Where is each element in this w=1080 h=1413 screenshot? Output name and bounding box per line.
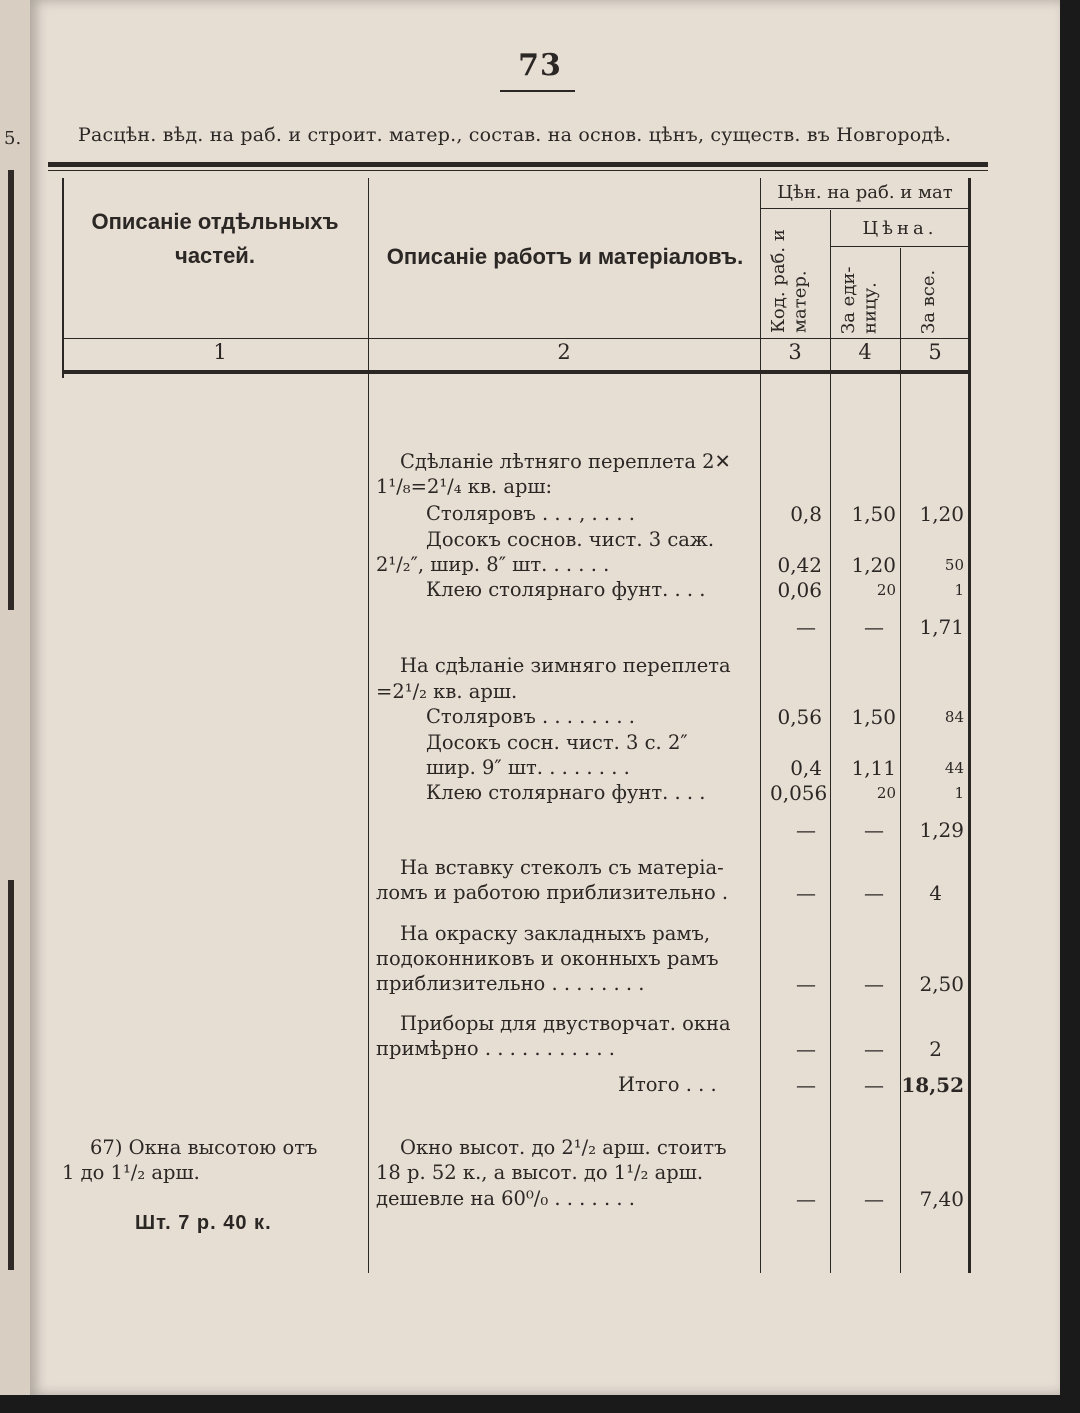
total-price: 2,50 <box>919 972 964 996</box>
title-rule-thin <box>48 170 988 171</box>
header-col5: За все. <box>918 269 939 334</box>
unit-price: — <box>864 1187 884 1211</box>
subtotal-price: 1,29 <box>919 818 964 842</box>
unit-price: — <box>864 1073 884 1097</box>
unit-price: 1,11 <box>851 756 896 780</box>
qty-value: — <box>796 615 816 639</box>
part-price: Шт. 7 р. 40 к. <box>135 1212 272 1234</box>
unit-price: 20 <box>876 784 896 802</box>
column-number-4: 4 <box>858 340 872 364</box>
row-text: =2¹/₂ кв. арш. <box>376 680 518 703</box>
total-price: 7,40 <box>919 1187 964 1211</box>
unit-price: — <box>864 818 884 842</box>
header-price-group: Цѣна. <box>862 218 938 239</box>
row-text: Клею столярнаго фунт. . . . <box>426 578 706 601</box>
itogo-label: Итого . . . <box>618 1073 717 1096</box>
row-text: Столяровъ . . . , . . . . <box>426 502 635 525</box>
qty-value: — <box>796 881 816 905</box>
qty-value: 0,56 <box>777 705 822 729</box>
part-title: 67) Окна высотою отъ <box>90 1136 318 1159</box>
column-number-2: 2 <box>557 340 571 364</box>
total-price: 50 <box>944 556 964 574</box>
unit-price: 20 <box>876 581 896 599</box>
running-title: Расцѣн. вѣд. на раб. и строит. матер., состав. на основ. цѣнъ, существ. въ Новгородѣ. <box>78 124 952 146</box>
table-left-border <box>62 178 64 378</box>
unit-price: 1,50 <box>851 705 896 729</box>
qty-value: — <box>796 1037 816 1061</box>
previous-page-edge <box>0 0 33 1395</box>
row-text: подоконниковъ и оконныхъ рамъ <box>376 947 719 970</box>
qty-value: 0,4 <box>790 756 822 780</box>
book-page <box>30 0 1060 1395</box>
unit-price: — <box>864 972 884 996</box>
itogo-total: 18,52 <box>901 1073 964 1097</box>
row-text: Столяровъ . . . . . . . . <box>426 705 635 728</box>
qty-value: — <box>796 818 816 842</box>
qty-value: 0,06 <box>777 578 822 602</box>
total-price: 2 <box>929 1037 942 1061</box>
column-number-3: 3 <box>788 340 802 364</box>
header-col1: Описаніе отдѣльныхъ частей. <box>91 209 339 269</box>
qty-value: — <box>796 972 816 996</box>
qty-value: 0,8 <box>790 502 822 526</box>
col-divider-1 <box>368 178 369 1273</box>
page-number: 73 <box>518 48 562 83</box>
numbers-row-rule <box>62 338 970 339</box>
col-divider-3 <box>830 210 831 1273</box>
unit-price: — <box>864 615 884 639</box>
qty-value: 0,056 <box>770 781 828 805</box>
margin-mark: 5. <box>4 128 22 149</box>
unit-price: — <box>864 1037 884 1061</box>
total-price: 44 <box>944 759 964 777</box>
price-group-rule <box>830 246 968 247</box>
header-col3: Код. раб. и матер. <box>768 229 811 333</box>
total-price: 84 <box>944 708 964 726</box>
row-text: Приборы для двустворчат. окна <box>400 1012 731 1035</box>
row-text: Досокъ сосн. чист. 3 с. 2″ <box>426 731 688 754</box>
unit-price: — <box>864 881 884 905</box>
total-price: 1,20 <box>919 502 964 526</box>
page-number-rule <box>500 90 575 92</box>
row-text: На окраску закладныхъ рамъ, <box>400 922 711 945</box>
part-title: 1 до 1¹/₂ арш. <box>62 1161 200 1184</box>
row-text: Сдѣланіе лѣтняго переплета 2✕ <box>400 450 731 473</box>
header-group: Цѣн. на раб. и мат <box>777 182 953 203</box>
row-text: 1¹/₈=2¹/₄ кв. арш: <box>376 475 553 498</box>
column-number-1: 1 <box>213 340 227 364</box>
margin-bar-top <box>8 170 14 610</box>
total-price: 4 <box>929 881 942 905</box>
row-text: приблизительно . . . . . . . . <box>376 972 645 995</box>
row-text: Окно высот. до 2¹/₂ арш. стоитъ <box>400 1136 727 1159</box>
row-text: Досокъ соснов. чист. 3 саж. <box>426 528 715 551</box>
column-number-5: 5 <box>928 340 942 364</box>
title-rule-thick <box>48 162 988 167</box>
unit-price: 1,50 <box>851 502 896 526</box>
unit-price: 1,20 <box>851 553 896 577</box>
subtotal-price: 1,71 <box>919 615 964 639</box>
row-text: 2¹/₂″, шир. 8″ шт. . . . . . <box>376 553 610 576</box>
group-rule <box>760 208 968 209</box>
row-text: На вставку стеколъ съ матеріа- <box>400 856 724 879</box>
row-text: ломъ и работою приблизительно . <box>376 881 729 904</box>
row-text: шир. 9″ шт. . . . . . . . <box>426 756 630 779</box>
table-right-border <box>968 178 971 1273</box>
qty-value: 0,42 <box>777 553 822 577</box>
header-col2: Описаніе работъ и матеріаловъ. <box>386 244 744 269</box>
qty-value: — <box>796 1073 816 1097</box>
total-price: 1 <box>954 581 964 599</box>
header-col4: За еди- ницу. <box>838 266 881 334</box>
col-divider-4 <box>900 248 901 1273</box>
row-text: 18 р. 52 к., а высот. до 1¹/₂ арш. <box>376 1161 704 1184</box>
row-text: дешевле на 60⁰/₀ . . . . . . . <box>376 1187 635 1210</box>
total-price: 1 <box>954 784 964 802</box>
row-text: примѣрно . . . . . . . . . . . <box>376 1037 615 1060</box>
row-text: Клею столярнаго фунт. . . . <box>426 781 706 804</box>
qty-value: — <box>796 1187 816 1211</box>
row-text: На сдѣланіе зимняго переплета <box>400 654 731 677</box>
margin-bar-bottom <box>8 880 14 1270</box>
col-divider-2 <box>760 178 761 1273</box>
header-bottom-rule <box>62 370 970 374</box>
